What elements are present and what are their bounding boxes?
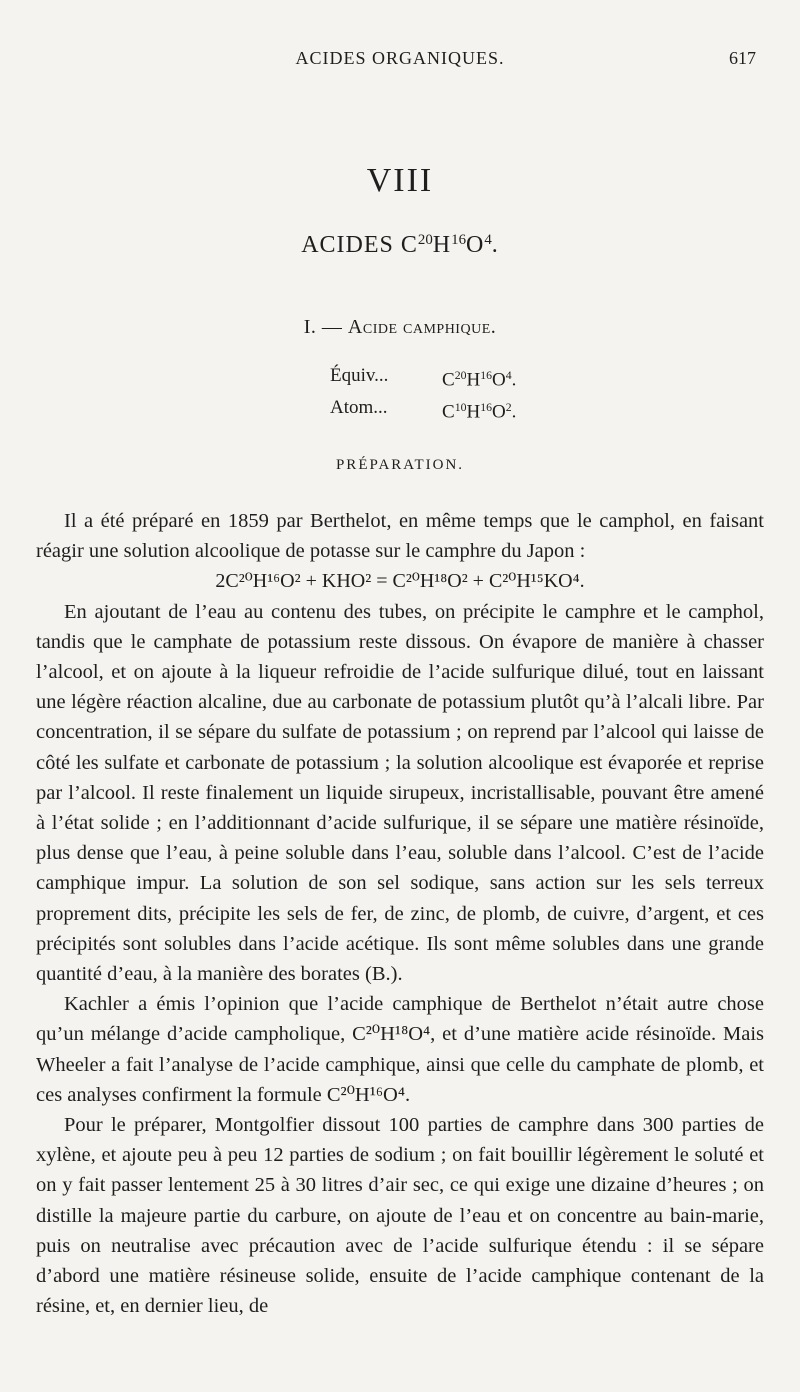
formula-end: . — [511, 401, 517, 423]
formula-h-sup: 16 — [480, 401, 492, 415]
formula-value — [442, 394, 516, 426]
paragraph-2: En ajoutant de l’eau au contenu des tubes, on précipite le camphre et le camphol, tandis que le camphate de potassium reste dissous. On évapore de manière à chasser l’alcool, et on ajoute à la liqueur refroidie de l’acide sulfurique dilué, tout en laissant une légère réaction alcaline, due au carbonate de potassium plutôt qu’à l’alcali libre. Par concentration, il se sépare du sulfate de potassium ; on reprend par l’alcool qui laisse de côté les sulfate et carbonate de potassium ; la solution alcoolique est évaporée et reprise par l’alcool. Il reste finalement un liquide sirupeux, incristallisable, pouvant être amené à l’état solide ; en l’additionnant d’acide sulfurique, il se sépare une matière résinoïde, plus dense que l’eau, à peine soluble dans l’eau, soluble dans l’alcool. C’est de l’acide camphique impur. La solution de son sel sodique, sans action sur les sels terreux proprement dits, précipite les sels de fer, de zinc, de plomb, de cuivre, d’argent, et ces précipités sont solubles dans l’acide acétique. Ils sont même solubles dans une grande quantité d’eau, à la manière des borates (B.). — [36, 600, 764, 986]
formula-label: Atom... — [330, 397, 388, 419]
running-head — [0, 46, 800, 76]
formula-o-sup: 4 — [505, 369, 512, 382]
body-text — [36, 506, 764, 1321]
formula-end: . — [511, 369, 517, 391]
formula-h: H — [466, 369, 481, 391]
paragraph-1: Il a été préparé en 1859 par Berthelot, en même temps que le camphol, en faisant réagir une solution alcoolique de potasse sur le camphre du Japon : — [36, 510, 764, 563]
formula-value — [442, 362, 516, 394]
formula-o: O — [491, 369, 506, 391]
formula-row — [330, 394, 516, 426]
section-title-h: H — [432, 232, 452, 259]
preparation-heading: PRÉPARATION. — [335, 457, 465, 473]
formula-h: H — [466, 401, 481, 423]
subsection-title — [0, 316, 800, 339]
running-head-title: ACIDES ORGANIQUES. — [295, 48, 505, 68]
section-title-prefix: ACIDES C — [301, 232, 418, 259]
paragraph-3: Kachler a émis l’opinion que l’acide camphique de Berthelot n’était autre chose qu’un mélange d’acide campholique, C²⁰H¹⁸O⁴, et d’une matière acide résinoïde. Mais Wheeler a fait l’analyse de l’acide camphique, ainsi que celle du camphate de plomb, et ces analyses confirment la formule C²⁰H¹⁶O⁴. — [36, 993, 764, 1106]
section-title-sup-h: 16 — [451, 232, 466, 248]
formula-o: O — [491, 401, 506, 423]
formula-table — [330, 362, 516, 427]
formula-row — [330, 362, 516, 394]
formula-c: C — [442, 369, 455, 391]
formula-c: C — [442, 401, 455, 423]
chapter-number: VIII — [366, 162, 434, 199]
paragraph-4: Pour le préparer, Montgolfier dissout 100 parties de camphre dans 300 parties de xylène, et ajoute peu à peu 12 parties de sodium ; on fait bouillir légèrement le soluté et on y fait passer lentement 25 à 30 litres d’air sec, ce qui exige une dizaine d’heures ; on distille la majeure partie du carbure, on ajoute de l’eau et on concentre au bain-marie, puis on neutralise avec précaution avec de l’acide sulfurique étendu : il se sépare d’abord une matière résineuse solide, ensuite de l’acide camphique contenant de la résine, et, en dernier lieu, de — [36, 1114, 764, 1318]
section-title-sup-o: 4 — [484, 232, 492, 248]
section-title-suffix: . — [491, 232, 499, 259]
subsection-name: Acide camphique. — [347, 316, 497, 338]
subsection-dash: — — [321, 316, 343, 338]
formula-c-sup: 20 — [454, 369, 467, 382]
section-title-o: O — [466, 232, 485, 259]
formula-o-sup: 2 — [505, 401, 512, 415]
formula-label: Équiv... — [330, 365, 389, 386]
section-title — [0, 232, 800, 259]
formula-h-sup: 16 — [480, 369, 492, 382]
reaction-equation: 2C²⁰H¹⁶O² + KHO² = C²⁰H¹⁸O² + C²⁰H¹⁵KO⁴. — [215, 570, 585, 593]
formula-c-sup: 10 — [454, 401, 467, 415]
section-title-sup-c: 20 — [417, 232, 433, 248]
subsection-number: I. — [303, 316, 317, 338]
page-number: 617 — [729, 48, 756, 68]
